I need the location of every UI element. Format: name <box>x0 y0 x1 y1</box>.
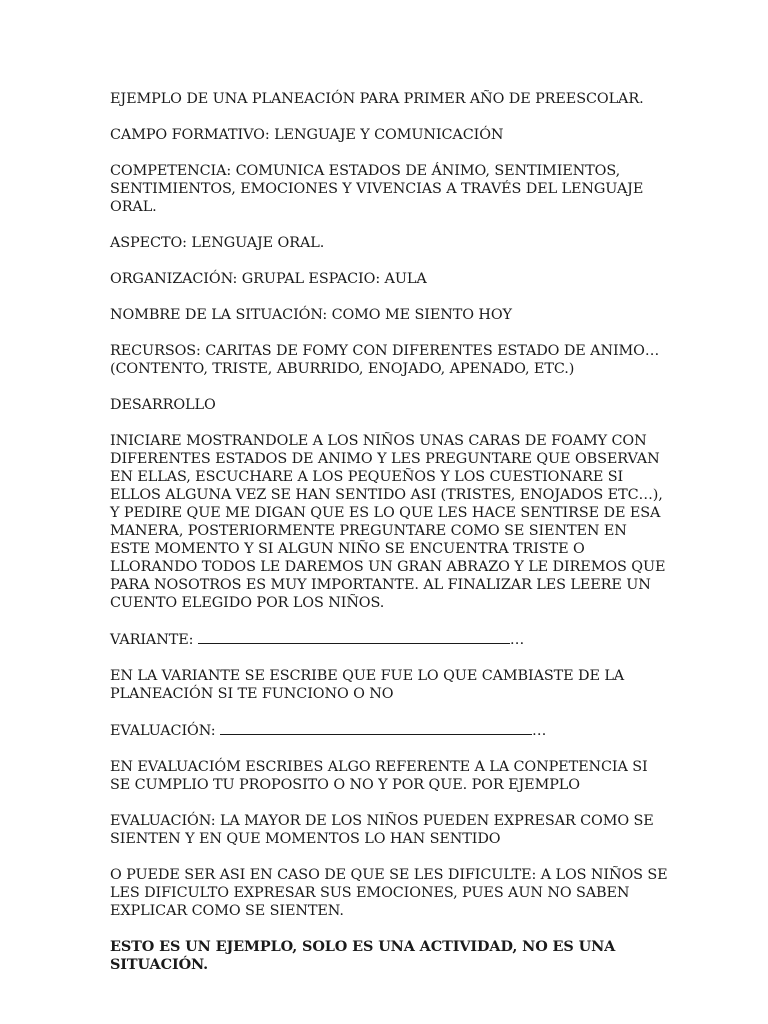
variante-label: VARIANTE: <box>110 632 198 648</box>
evaluacion-label: EVALUACIÓN: <box>110 723 220 739</box>
competencia: COMPETENCIA: COMUNICA ESTADOS DE ÁNIMO, SENTIMIENTOS, SENTIMIENTOS, EMOCIONES Y VIVENCIAS A TRAVÉS DEL LENGUAJE ORAL. <box>110 163 644 215</box>
evaluacion-line <box>110 721 670 740</box>
nombre-situacion: NOMBRE DE LA SITUACIÓN: COMO ME SIENTO HOY <box>110 307 512 323</box>
desarrollo-text: INICIARE MOSTRANDOLE A LOS NIÑOS UNAS CARAS DE FOAMY CON DIFERENTES ESTADOS DE ANIMO Y LES PREGUNTARE QUE OBSERVAN EN ELLAS, ESCUCHARE A LOS PEQUEÑOS Y LOS CUESTIONARE SI ELLOS ALGUNA VEZ SE HAN SENTIDO ASI (TRISTES, ENOJADOS ETC…), Y PEDIRE QUE ME DIGAN QUE ES LO QUE LES HACE SENTIRSE DE ESA MANERA, POSTERIORMENTE PREGUNTARE COMO SE SIENTEN EN ESTE MOMENTO Y SI ALGUN NIÑO SE ENCUENTRA TRISTE O LLORANDO TODOS LE DAREMOS UN GRAN ABRAZO Y LE DIREMOS QUE PARA NOSOTROS ES MUY IMPORTANTE. AL FINALIZAR LES LEERE UN CUENTO ELEGIDO POR LOS NIÑOS. <box>110 433 666 611</box>
variante-tail: … <box>509 632 525 648</box>
campo-formativo: CAMPO FORMATIVO: LENGUAJE Y COMUNICACIÓN <box>110 127 504 143</box>
variante-blank <box>198 630 510 644</box>
closing-note: ESTO ES UN EJEMPLO, SOLO ES UNA ACTIVIDAD, NO ES UNA SITUACIÓN. <box>110 938 616 973</box>
variante-line <box>110 630 670 649</box>
document-title: EJEMPLO DE UNA PLANEACIÓN PARA PRIMER AÑO DE PREESCOLAR. <box>110 91 644 107</box>
recursos: RECURSOS: CARITAS DE FOMY CON DIFERENTES ESTADO DE ANIMO… (CONTENTO, TRISTE, ABURRIDO, ENOJADO, APENADO, ETC.) <box>110 343 660 377</box>
evaluacion-example: EVALUACIÓN: LA MAYOR DE LOS NIÑOS PUEDEN EXPRESAR COMO SE SIENTEN Y EN QUE MOMENTOS LO HAN SENTIDO <box>110 813 654 847</box>
document-page <box>110 90 670 992</box>
desarrollo-heading: DESARROLLO <box>110 397 216 413</box>
evaluacion-tail: … <box>531 723 547 739</box>
alternative-example: O PUEDE SER ASI EN CASO DE QUE SE LES DIFICULTE: A LOS NIÑOS SE LES DIFICULTO EXPRESAR SUS EMOCIONES, PUES AUN NO SABEN EXPLICAR COMO SE SIENTEN. <box>110 867 668 919</box>
organizacion: ORGANIZACIÓN: GRUPAL ESPACIO: AULA <box>110 271 427 287</box>
aspecto: ASPECTO: LENGUAJE ORAL. <box>110 235 325 251</box>
evaluacion-blank <box>220 721 532 735</box>
evaluacion-note: EN EVALUACIÓM ESCRIBES ALGO REFERENTE A LA CONPETENCIA SI SE CUMPLIO TU PROPOSITO O NO Y POR QUE. POR EJEMPLO <box>110 759 648 793</box>
variante-note: EN LA VARIANTE SE ESCRIBE QUE FUE LO QUE CAMBIASTE DE LA PLANEACIÓN SI TE FUNCIONO O NO <box>110 668 625 702</box>
